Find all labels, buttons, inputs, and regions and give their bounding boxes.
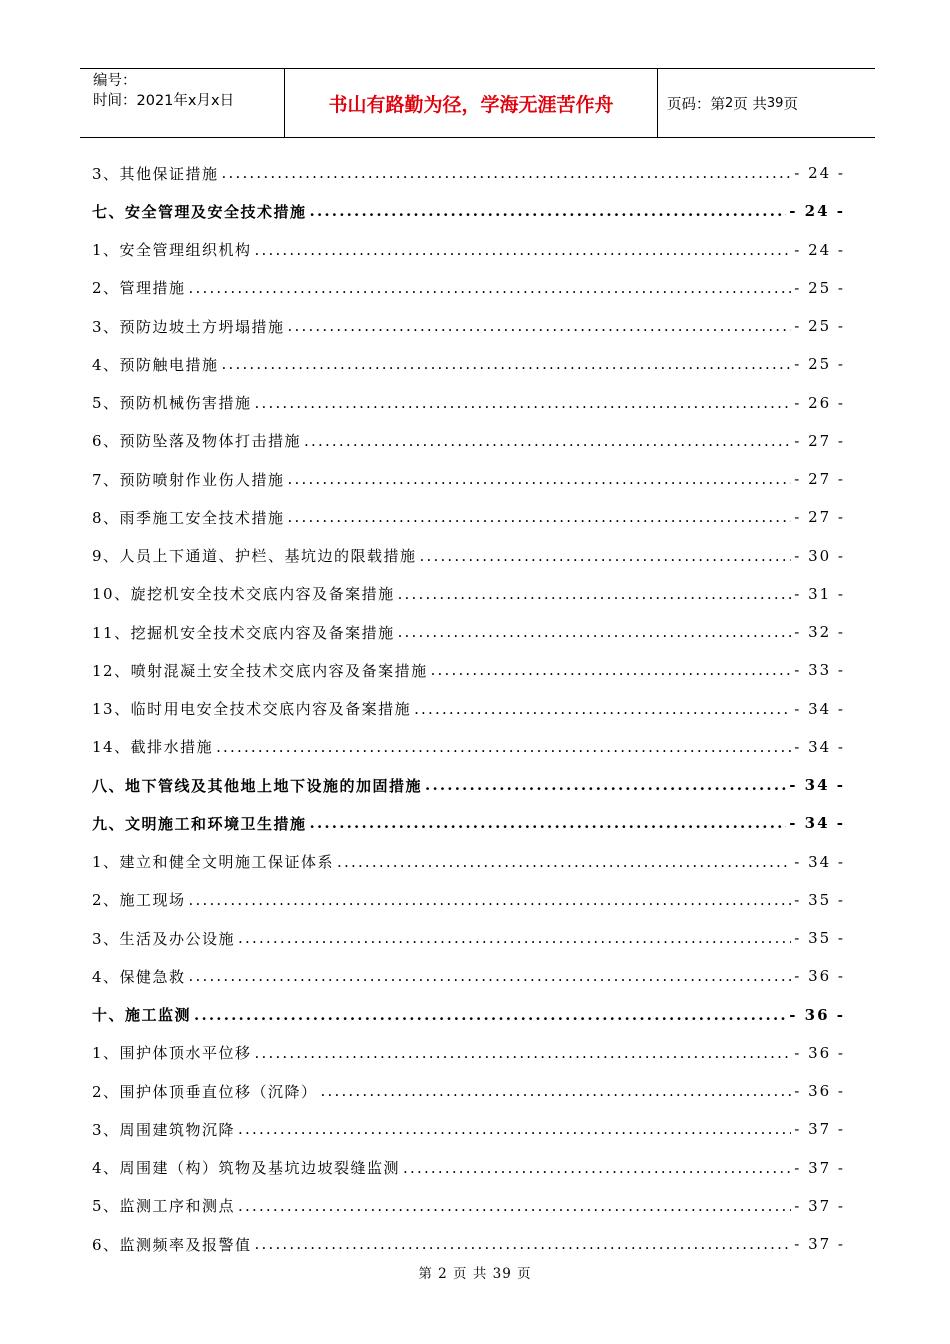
toc-entry[interactable] [92,498,845,536]
toc-entry[interactable] [92,651,845,689]
toc-dot-leader [222,355,792,373]
toc-entry-page: - 35 - [794,890,845,909]
toc-dot-leader [321,1082,792,1100]
toc-entry[interactable] [92,384,845,422]
toc-entry-page: - 37 - [794,1120,845,1139]
toc-entry-title: 3、预防边坡土方坍塌措施 [92,317,285,336]
toc-entry-page: - 36 - [794,1043,845,1062]
toc-entry-title: 7、预防喷射作业伤人措施 [92,470,285,489]
toc-entry-title: 1、安全管理组织机构 [92,241,252,260]
toc-dot-leader [255,241,792,259]
page-label-middle: 页 共 [733,96,767,113]
toc-entry-page: - 37 - [794,1235,845,1254]
toc-entry-title: 1、建立和健全文明施工保证体系 [92,853,335,872]
toc-entry-title: 10、旋挖机安全技术交底内容及备案措施 [92,585,395,604]
toc-entry[interactable] [92,690,845,728]
toc-entry-page: - 33 - [794,661,845,680]
toc-dot-leader [216,738,791,756]
toc-dot-leader [255,1044,792,1062]
toc-entry-page: - 34 - [789,776,845,795]
toc-entry[interactable] [92,422,845,460]
toc-entry[interactable] [92,728,845,766]
toc-entry[interactable] [92,881,845,919]
toc-entry-page: - 34 - [794,699,845,718]
toc-dot-leader [288,317,792,335]
toc-dot-leader [288,508,792,526]
toc-entry[interactable] [92,613,845,651]
toc-entry-title: 九、文明施工和环境卫生措施 [92,814,307,833]
toc-entry[interactable] [92,766,845,804]
toc-entry-title: 6、预防坠落及物体打击措施 [92,432,302,451]
page-header [80,68,875,138]
toc-entry[interactable] [92,843,845,881]
toc-entry-title: 13、临时用电安全技术交底内容及备案措施 [92,700,412,719]
toc-entry-page: - 34 - [789,814,845,833]
toc-entry-title: 4、周围建（构）筑物及基坑边坡裂缝监测 [92,1159,401,1178]
toc-entry-page: - 34 - [794,852,845,871]
toc-entry-page: - 36 - [794,1082,845,1101]
toc-entry[interactable] [92,1034,845,1072]
toc-entry-page: - 24 - [789,202,845,221]
toc-dot-leader [398,585,792,603]
toc-dot-leader [304,432,791,450]
header-motto: 书山有路勤为径，学海无涯苦作舟 [285,69,658,137]
toc-entry-page: - 24 - [794,164,845,183]
toc-dot-leader [425,776,786,794]
toc-entry-title: 1、围护体顶水平位移 [92,1044,252,1063]
toc-entry[interactable] [92,307,845,345]
toc-dot-leader [420,547,792,565]
toc-entry-page: - 27 - [794,470,845,489]
toc-entry-title: 2、围护体顶垂直位移（沉降） [92,1082,318,1101]
toc-entry[interactable] [92,804,845,842]
toc-entry-page: - 24 - [794,240,845,259]
toc-entry-title: 14、截排水措施 [92,738,214,757]
toc-entry-title: 4、预防触电措施 [92,355,219,374]
toc-entry[interactable] [92,919,845,957]
toc-entry[interactable] [92,1187,845,1225]
toc-dot-leader [288,470,792,488]
toc-entry-title: 9、人员上下通道、护栏、基坑边的限载措施 [92,547,417,566]
toc-entry-page: - 36 - [789,1005,845,1024]
toc-entry-title: 5、监测工序和测点 [92,1197,236,1216]
toc-entry[interactable] [92,231,845,269]
toc-dot-leader [255,394,792,412]
toc-entry-title: 4、保健急救 [92,967,186,986]
toc-entry[interactable] [92,957,845,995]
toc-entry[interactable] [92,1110,845,1148]
toc-entry-page: - 35 - [794,929,845,948]
toc-entry-page: - 36 - [794,967,845,986]
toc-dot-leader [310,202,787,220]
toc-entry[interactable] [92,996,845,1034]
toc-entry-page: - 27 - [794,431,845,450]
toc-entry[interactable] [92,460,845,498]
toc-entry-title: 七、安全管理及安全技术措施 [92,202,307,221]
toc-entry-title: 6、监测频率及报警值 [92,1235,252,1254]
toc-dot-leader [238,1120,791,1138]
document-number-label: 编号： [93,73,137,89]
toc-entry-title: 3、其他保证措施 [92,164,219,183]
header-page-info [658,69,875,137]
toc-entry-page: - 25 - [794,278,845,297]
toc-entry[interactable] [92,269,845,307]
toc-dot-leader [238,1197,791,1215]
toc-entry[interactable] [92,1225,845,1263]
toc-dot-leader [431,661,792,679]
toc-entry-page: - 31 - [794,584,845,603]
document-time: 时间：2021年x月x日 [93,93,235,109]
toc-entry[interactable] [92,1149,845,1187]
toc-entry-title: 5、预防机械伤害措施 [92,394,252,413]
toc-entry-page: - 25 - [794,317,845,336]
toc-entry-page: - 26 - [794,393,845,412]
toc-entry-title: 8、雨季施工安全技术措施 [92,508,285,527]
total-pages-number: 39 [766,95,784,111]
toc-entry-title: 11、挖掘机安全技术交底内容及备案措施 [92,623,395,642]
toc-dot-leader [255,1235,792,1253]
toc-dot-leader [189,279,792,297]
toc-entry-page: - 27 - [794,508,845,527]
toc-entry-page: - 37 - [794,1196,845,1215]
toc-entry[interactable] [92,1072,845,1110]
toc-entry-title: 12、喷射混凝土安全技术交底内容及备案措施 [92,661,428,680]
toc-entry[interactable] [92,345,845,383]
toc-entry-title: 十、施工监测 [92,1006,192,1025]
toc-entry-title: 2、施工现场 [92,891,186,910]
page-label-suffix: 页 [783,96,798,113]
toc-entry-page: - 37 - [794,1158,845,1177]
toc-entry[interactable] [92,537,845,575]
toc-dot-leader [222,164,792,182]
page-footer: 第 2 页 共 39 页 [418,1266,532,1282]
toc-entry[interactable] [92,575,845,613]
toc-entry-title: 3、周围建筑物沉降 [92,1120,236,1139]
page-label-prefix: 页码：第 [667,96,725,113]
toc-entry-title: 3、生活及办公设施 [92,929,236,948]
toc-entry-page: - 34 - [794,737,845,756]
toc-dot-leader [337,853,791,871]
toc-dot-leader [194,1006,786,1024]
toc-dot-leader [403,1159,791,1177]
toc-entry-title: 2、管理措施 [92,279,186,298]
toc-entry[interactable] [92,154,845,192]
header-meta [80,69,285,137]
current-page-number: 2 [725,95,734,111]
table-of-contents [92,154,845,1263]
toc-entry[interactable] [92,192,845,230]
toc-dot-leader [414,700,791,718]
toc-entry-page: - 25 - [794,355,845,374]
toc-dot-leader [189,891,792,909]
toc-entry-title: 八、地下管线及其他地上地下设施的加固措施 [92,776,423,795]
toc-dot-leader [398,623,792,641]
toc-dot-leader [238,929,791,947]
toc-dot-leader [310,814,787,832]
toc-entry-page: - 30 - [794,546,845,565]
toc-entry-page: - 32 - [794,623,845,642]
toc-dot-leader [189,967,792,985]
